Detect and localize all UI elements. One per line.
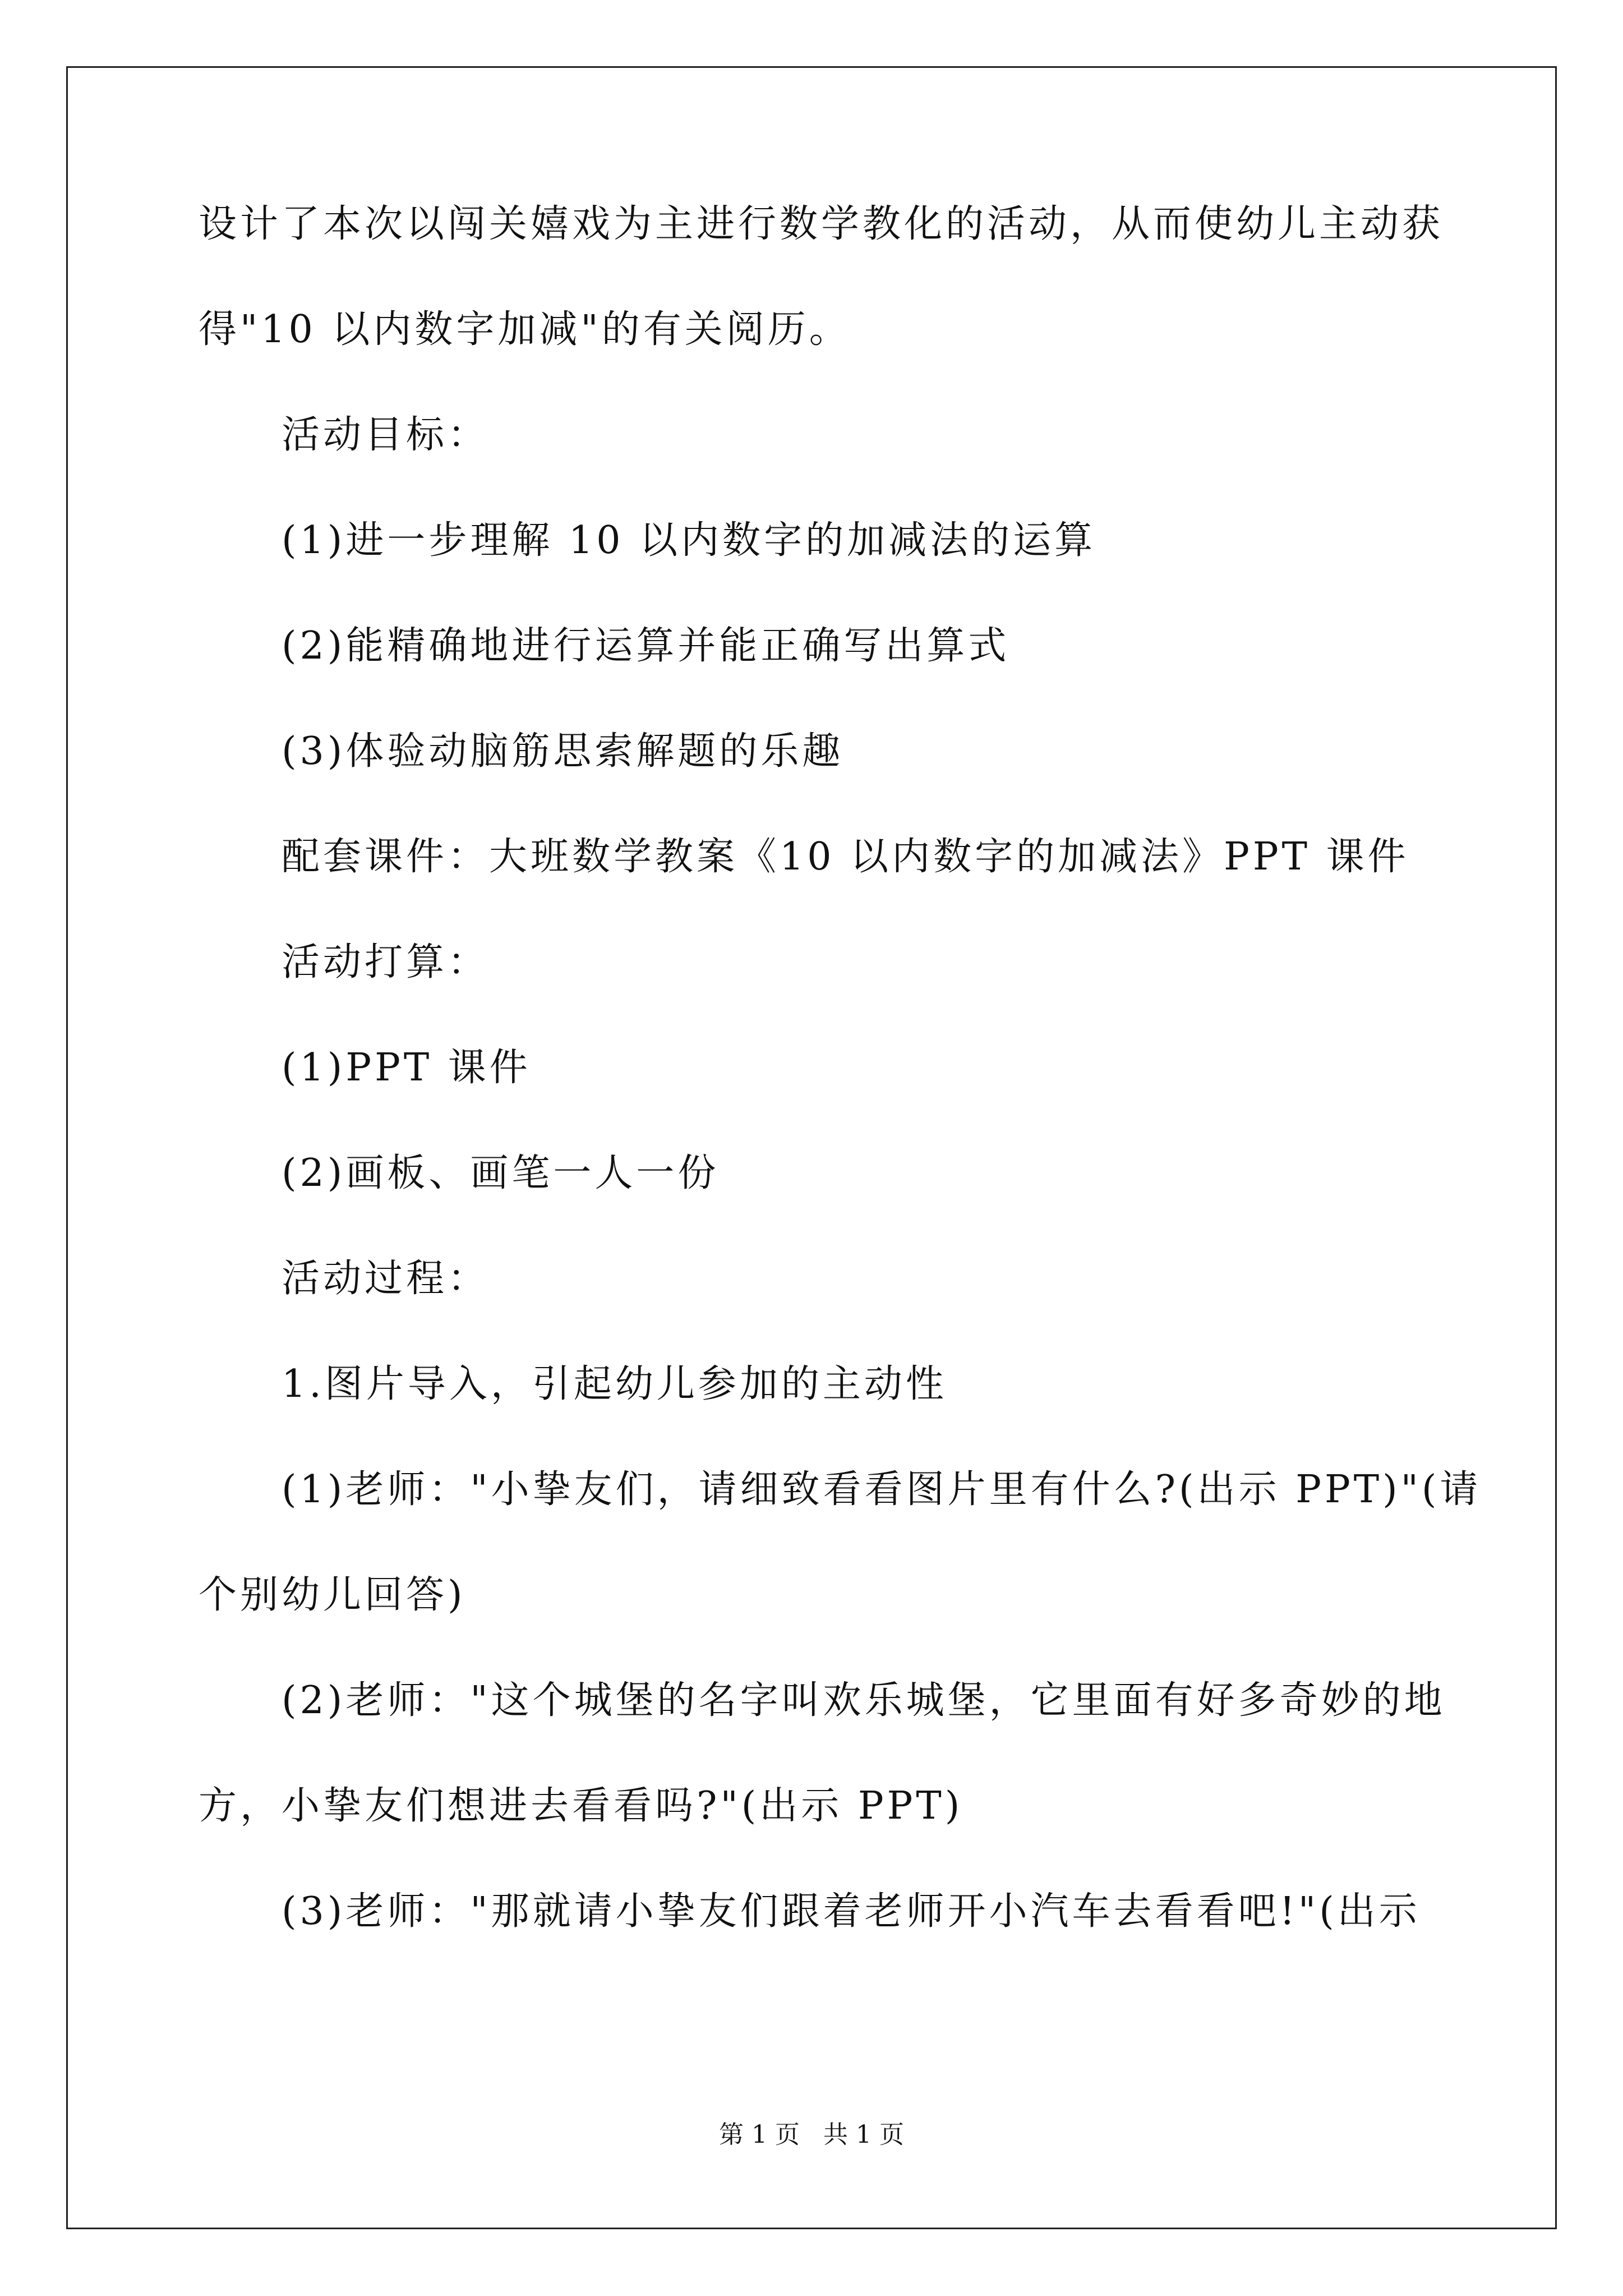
text-line: 个别幼儿回答) [199,1573,466,1617]
text-line: 方，小挚友们想进去看看吗?"(出示 PPT) [199,1784,963,1828]
text-line: (2)画板、画笔一人一份 [282,1151,720,1195]
text-line: 得"10 以内数字加减"的有关阅历。 [199,307,851,352]
page-number: 第 1 页 [719,2120,800,2149]
section-heading: 活动过程： [282,1257,490,1301]
text-line: (1)PPT 课件 [282,1046,531,1090]
text-line: (3)体验动脑筋思索解题的乐趣 [282,729,844,774]
text-line: 1.图片导入，引起幼儿参加的主动性 [282,1362,947,1406]
text-line: (2)老师："这个城堡的名字叫欢乐城堡，它里面有好多奇妙的地 [282,1678,1446,1723]
section-heading: 活动打算： [282,940,490,984]
text-line: 配套课件：大班数学教案《10 以内数字的加减法》PPT 课件 [282,835,1409,879]
page-footer [0,2119,1623,2151]
text-line: 设计了本次以闯关嬉戏为主进行数学教化的活动，从而使幼儿主动获 [199,202,1444,246]
page-total: 共 1 页 [823,2120,904,2149]
text-line: (1)老师："小挚友们，请细致看看图片里有什么?(出示 PPT)"(请 [282,1467,1482,1512]
text-line: (3)老师："那就请小挚友们跟着老师开小汽车去看看吧!"(出示 [282,1889,1421,1934]
text-line: (1)进一步理解 10 以内数字的加减法的运算 [282,518,1096,563]
text-line: (2)能精确地进行运算并能正确写出算式 [282,624,1010,668]
section-heading: 活动目标： [282,413,490,457]
